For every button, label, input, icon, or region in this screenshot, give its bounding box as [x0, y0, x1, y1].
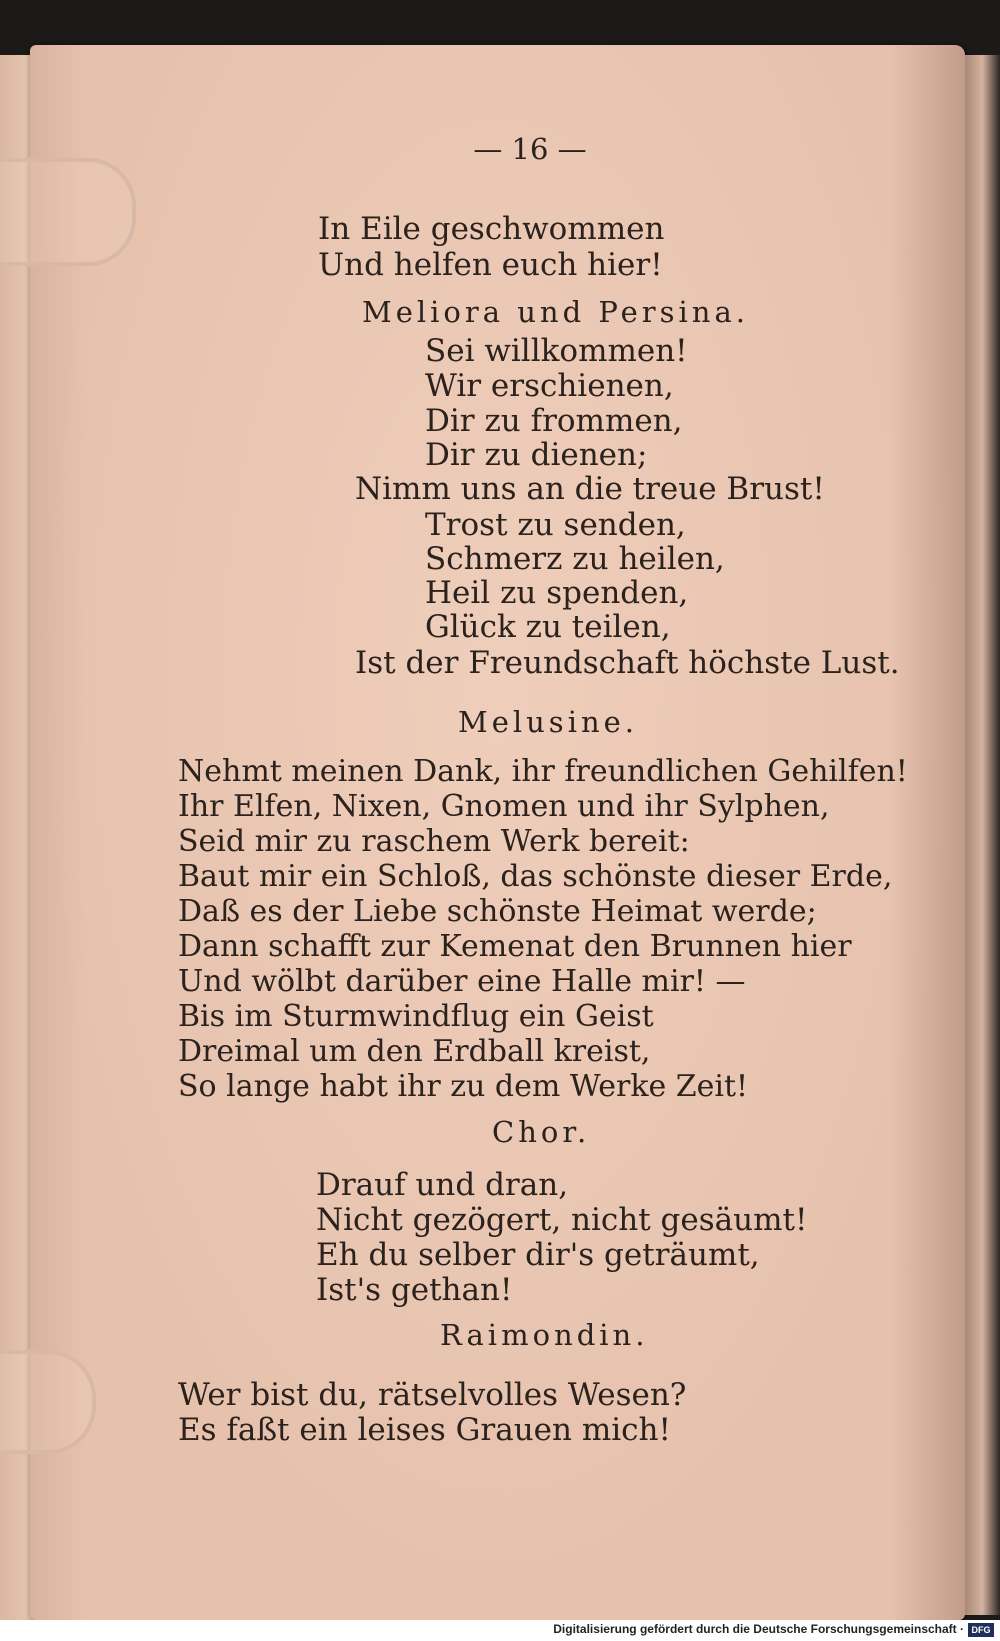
verse-line: Dann schafft zur Kemenat den Brunnen hier	[178, 929, 852, 964]
verse-line: Trost zu senden,	[425, 507, 686, 543]
verse-line: Es faßt ein leises Grauen mich!	[178, 1412, 671, 1448]
verse-line: Ist's gethan!	[316, 1272, 513, 1308]
verse-line: So lange habt ihr zu dem Werke Zeit!	[178, 1069, 749, 1104]
verse-line: Glück zu teilen,	[425, 609, 671, 645]
verse-line: Schmerz zu heilen,	[425, 541, 725, 577]
verse-line: Dreimal um den Erdball kreist,	[178, 1034, 651, 1069]
digitization-footer	[0, 1620, 1000, 1641]
verse-line: Wir erschienen,	[425, 368, 674, 404]
verse-line: Nimm uns an die treue Brust!	[355, 471, 825, 507]
verse-line: Und helfen euch hier!	[318, 247, 663, 283]
verse-line: Dir zu frommen,	[425, 403, 683, 439]
verse-line: Seid mir zu raschem Werk bereit:	[178, 824, 690, 859]
verse-line: Daß es der Liebe schönste Heimat werde;	[178, 894, 817, 929]
verse-line: Heil zu spenden,	[425, 575, 689, 611]
verse-line: Nicht gezögert, nicht gesäumt!	[316, 1202, 808, 1238]
verse-line: Ihr Elfen, Nixen, Gnomen und ihr Sylphen,	[178, 789, 830, 824]
speaker-heading: Raimondin.	[440, 1318, 649, 1352]
verse-line: Sei willkommen!	[425, 333, 688, 369]
page-clip-bottom	[0, 1350, 96, 1454]
page-number: — 16 —	[473, 132, 587, 166]
verse-line: Eh du selber dir's geträumt,	[316, 1237, 760, 1273]
page-clip-top	[0, 158, 136, 266]
verse-line: Wer bist du, rätselvolles Wesen?	[178, 1377, 687, 1413]
verse-line: Baut mir ein Schloß, das schönste dieser Erde,	[178, 859, 893, 894]
dfg-logo: DFG	[968, 1623, 994, 1637]
speaker-heading: Meliora und Persina.	[362, 295, 749, 329]
verse-line: Nehmt meinen Dank, ihr freundlichen Gehilfen!	[178, 754, 908, 789]
verse-line: Und wölbt darüber eine Halle mir! —	[178, 964, 746, 999]
verse-line: Drauf und dran,	[316, 1167, 569, 1203]
verse-line: In Eile geschwommen	[318, 211, 665, 247]
book-spine-edge	[965, 55, 1000, 1615]
funding-credit: Digitalisierung gefördert durch die Deutsche Forschungsgemeinschaft ·	[553, 1622, 964, 1636]
speaker-heading: Melusine.	[458, 705, 639, 739]
speaker-heading: Chor.	[492, 1115, 591, 1149]
verse-line: Bis im Sturmwindflug ein Geist	[178, 999, 654, 1034]
verse-line: Dir zu dienen;	[425, 437, 648, 473]
verse-line: Ist der Freundschaft höchste Lust.	[355, 645, 900, 681]
